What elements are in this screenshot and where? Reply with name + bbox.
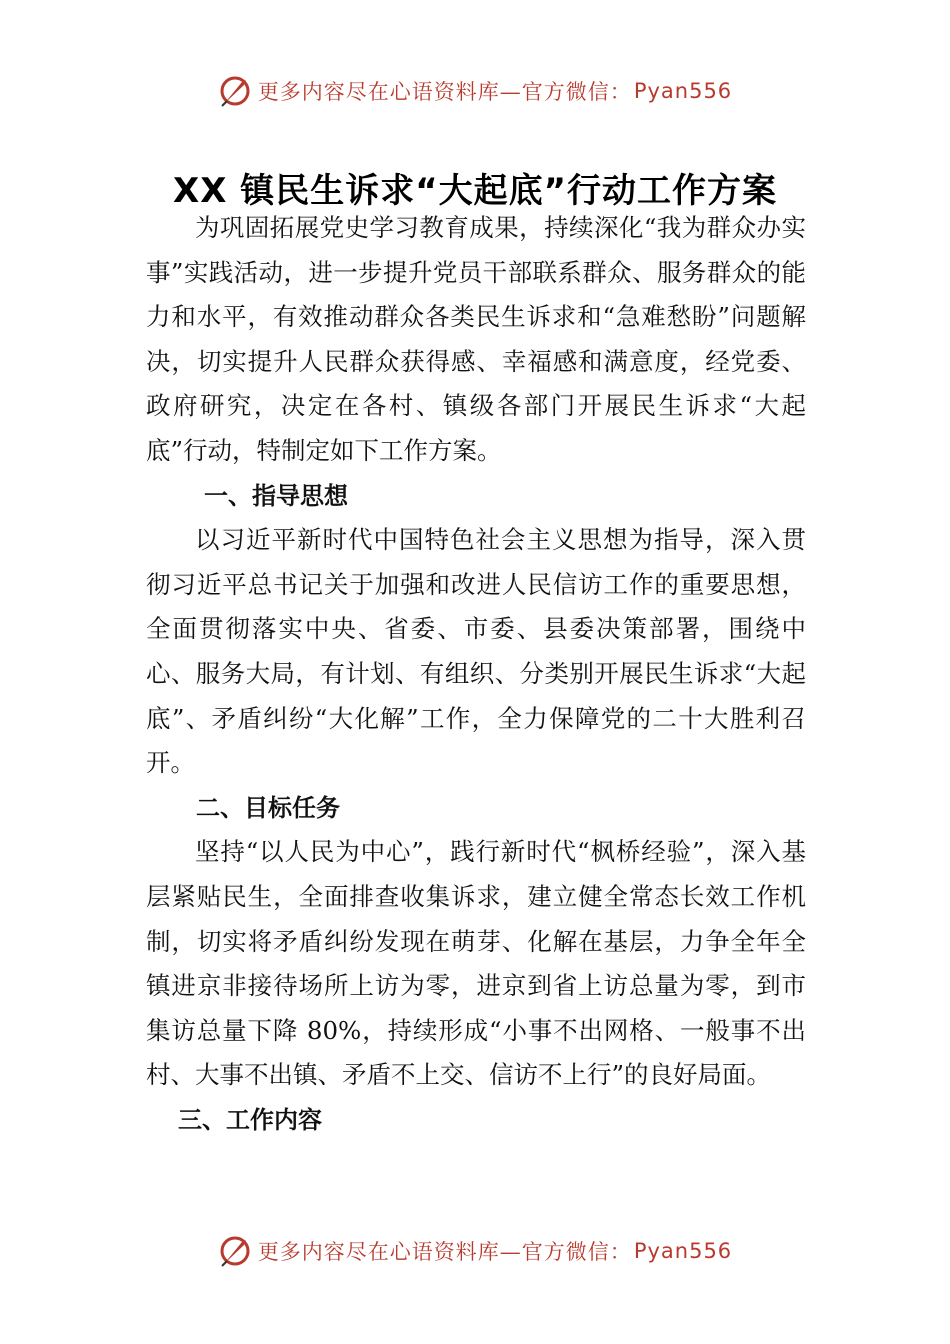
section-heading-guiding-ideology: 一、指导思想 — [204, 481, 348, 510]
intro-paragraph: 为巩固拓展党史学习教育成果，持续深化“我为群众办实事”实践活动，进一步提升党员干部联系群众、服务群众的能力和水平，有效推动群众各类民生诉求和“急难愁盼”问题解决，切实提升人民群众获得感、幸福感和满意度，经党委、政府研究，决定在各村、镇级各部门开展民生诉求“大起底”行动，特制定如下工作方案。 — [146, 213, 806, 465]
section-body-objectives: 坚持“以人民为中心”，践行新时代“枫桥经验”，深入基层紧贴民生，全面排查收集诉求，建立健全常态长效工作机制，切实将矛盾纠纷发现在萌芽、化解在基层，力争全年全镇进京非接待场所上访为零，进京到省上访总量为零，到市集访总量下降 80%，持续形成“小事不出网格、一般事不出村、大事不出镇、矛盾不上交、信访不上行”的良好局面。 — [146, 837, 806, 1090]
watermark-banner-bottom — [0, 1234, 950, 1268]
document-body — [146, 206, 806, 1142]
quill-pen-circle-icon — [218, 74, 252, 108]
section-body-guiding-ideology: 以习近平新时代中国特色社会主义思想为指导，深入贯彻习近平总书记关于加强和改进人民信访工作的重要思想，全面贯彻落实中央、省委、市委、县委决策部署，围绕中心、服务大局，有计划、有组织、分类别开展民生诉求“大起底”、矛盾纠纷“大化解”工作，全力保障党的二十大胜利召开。 — [146, 525, 806, 778]
section-heading-work-content: 三、工作内容 — [178, 1105, 322, 1134]
watermark-wechat-id: Pyan556 — [633, 79, 733, 103]
watermark-text: 更多内容尽在心语资料库—官方微信： — [257, 80, 632, 104]
watermark-banner-top — [0, 74, 950, 108]
watermark-text: 更多内容尽在心语资料库—官方微信： — [257, 1240, 632, 1264]
section-heading-objectives: 二、目标任务 — [196, 793, 340, 822]
quill-pen-circle-icon — [218, 1234, 252, 1268]
watermark-wechat-id: Pyan556 — [633, 1239, 733, 1263]
document-title: XX 镇民生诉求“大起底”行动工作方案 — [173, 170, 777, 211]
